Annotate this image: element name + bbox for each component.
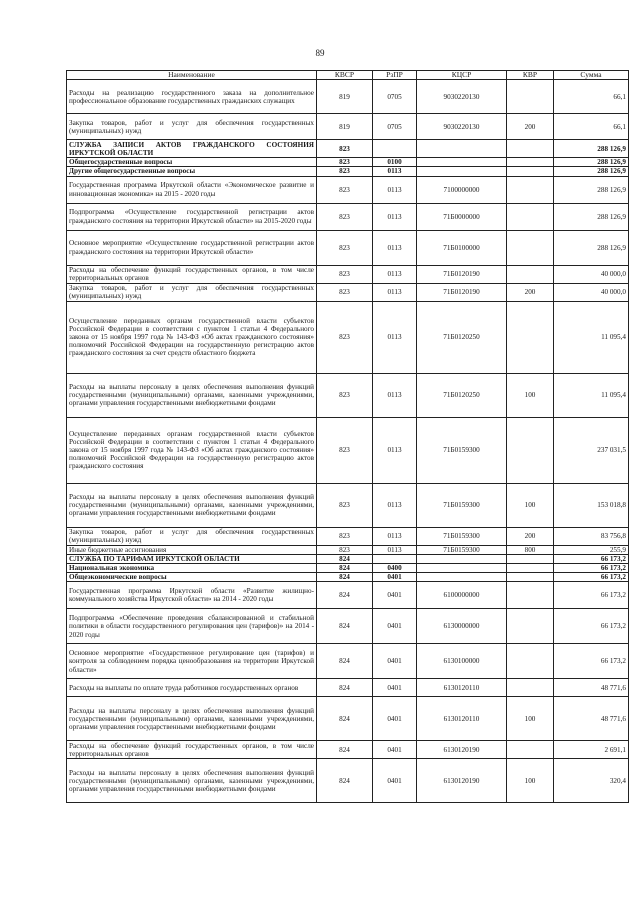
cell-rzpr: 0401: [373, 679, 417, 697]
cell-sum: 66 173,2: [554, 564, 629, 573]
cell-rzpr: 0705: [373, 80, 417, 114]
cell-kvsr: 823: [317, 483, 373, 527]
table-row: [67, 644, 629, 679]
cell-kvr: [507, 140, 554, 158]
cell-rzpr: 0401: [373, 759, 417, 803]
cell-kvsr: 823: [317, 301, 373, 373]
cell-sum: 83 756,8: [554, 527, 629, 545]
cell-kvr: [507, 582, 554, 609]
cell-sum: 40 000,0: [554, 265, 629, 283]
cell-sum: 153 018,8: [554, 483, 629, 527]
table-row: [67, 203, 629, 230]
cell-sum: 255,9: [554, 545, 629, 554]
cell-name: Расходы на обеспечение функций государственных органов, в том числе территориальных органов: [67, 741, 317, 759]
header-name: Наименование: [67, 71, 317, 80]
cell-sum: 288 126,9: [554, 140, 629, 158]
cell-sum: 288 126,9: [554, 203, 629, 230]
cell-kvr: 100: [507, 759, 554, 803]
cell-kvr: [507, 609, 554, 644]
table-header-row: [67, 71, 629, 80]
cell-kvsr: 823: [317, 203, 373, 230]
cell-kcsr: 71Б0159300: [417, 527, 507, 545]
cell-rzpr: 0113: [373, 417, 417, 483]
cell-rzpr: 0113: [373, 283, 417, 301]
cell-sum: 66,1: [554, 80, 629, 114]
cell-kcsr: 9030220130: [417, 114, 507, 140]
cell-kvsr: 823: [317, 230, 373, 265]
cell-kvsr: 823: [317, 167, 373, 176]
cell-kvr: [507, 230, 554, 265]
cell-kcsr: 71Б0100000: [417, 230, 507, 265]
cell-kcsr: [417, 167, 507, 176]
cell-name: Расходы на выплаты персоналу в целях обеспечения выполнения функций государственными (муниципальными) органами, казенными учреждениями, органами управления государственными внебюджетными фондами: [67, 759, 317, 803]
cell-rzpr: 0401: [373, 582, 417, 609]
cell-name: Общеэкономические вопросы: [67, 573, 317, 582]
header-kcsr: КЦСР: [417, 71, 507, 80]
table-row: [67, 230, 629, 265]
table-row: [67, 609, 629, 644]
cell-kvr: 200: [507, 527, 554, 545]
cell-name: Иные бюджетные ассигнования: [67, 545, 317, 554]
cell-kvsr: 819: [317, 80, 373, 114]
cell-sum: 11 095,4: [554, 301, 629, 373]
cell-name: Закупка товаров, работ и услуг для обеспечения государственных (муниципальных) нужд: [67, 114, 317, 140]
cell-name: Подпрограмма «Обеспечение проведения сбалансированной и стабильной политики в области государственного регулирования цен (тарифов)» на 2014 - 2020 годы: [67, 609, 317, 644]
cell-kvr: [507, 554, 554, 563]
cell-kvsr: 819: [317, 114, 373, 140]
cell-sum: 66 173,2: [554, 609, 629, 644]
header-kvsr: КВСР: [317, 71, 373, 80]
table-row: [67, 697, 629, 741]
cell-kvsr: 823: [317, 373, 373, 417]
cell-kvsr: 824: [317, 554, 373, 563]
cell-kvsr: 823: [317, 283, 373, 301]
table-row: [67, 527, 629, 545]
table-row: [67, 373, 629, 417]
cell-kvr: 100: [507, 373, 554, 417]
cell-rzpr: [373, 554, 417, 563]
cell-kvsr: 823: [317, 140, 373, 158]
cell-kvsr: 824: [317, 741, 373, 759]
cell-sum: 288 126,9: [554, 230, 629, 265]
cell-sum: 48 771,6: [554, 697, 629, 741]
cell-sum: 288 126,9: [554, 176, 629, 203]
cell-rzpr: 0100: [373, 158, 417, 167]
cell-sum: 288 126,9: [554, 167, 629, 176]
cell-kvr: [507, 265, 554, 283]
cell-name: Расходы на выплаты персоналу в целях обеспечения выполнения функций государственными (муниципальными) органами, казенными учреждениями, органами управления государственными внебюджетными фондами: [67, 373, 317, 417]
cell-kcsr: 71Б0000000: [417, 203, 507, 230]
cell-kcsr: 71Б0159300: [417, 417, 507, 483]
cell-kvr: [507, 80, 554, 114]
cell-kvr: [507, 417, 554, 483]
cell-rzpr: 0113: [373, 230, 417, 265]
cell-name: Подпрограмма «Осуществление государственной регистрации актов гражданского состояния на территории Иркутской области» на 2015-2020 годы: [67, 203, 317, 230]
cell-kvr: [507, 301, 554, 373]
cell-kvsr: 824: [317, 609, 373, 644]
cell-rzpr: 0113: [373, 545, 417, 554]
table-row: [67, 582, 629, 609]
cell-kcsr: 6130100000: [417, 644, 507, 679]
cell-kcsr: [417, 158, 507, 167]
cell-rzpr: 0705: [373, 114, 417, 140]
table-row: [67, 140, 629, 158]
cell-sum: 66 173,2: [554, 644, 629, 679]
cell-name: СЛУЖБА ЗАПИСИ АКТОВ ГРАЖДАНСКОГО СОСТОЯНИЯ ИРКУТСКОЙ ОБЛАСТИ: [67, 140, 317, 158]
cell-kvsr: 823: [317, 158, 373, 167]
cell-kcsr: 6130120110: [417, 697, 507, 741]
cell-sum: 66 173,2: [554, 573, 629, 582]
cell-kvr: 800: [507, 545, 554, 554]
cell-kvr: [507, 167, 554, 176]
cell-kcsr: 71Б0159300: [417, 545, 507, 554]
budget-table: [66, 70, 629, 803]
cell-rzpr: 0113: [373, 527, 417, 545]
cell-sum: 66 173,2: [554, 582, 629, 609]
cell-sum: 48 771,6: [554, 679, 629, 697]
cell-kcsr: 71Б0120190: [417, 265, 507, 283]
table-row: [67, 417, 629, 483]
cell-kvr: 200: [507, 283, 554, 301]
cell-name: Общегосударственные вопросы: [67, 158, 317, 167]
cell-rzpr: 0401: [373, 644, 417, 679]
header-rzpr: РзПР: [373, 71, 417, 80]
cell-kvr: 200: [507, 114, 554, 140]
cell-kcsr: 9030220130: [417, 80, 507, 114]
cell-kcsr: 6100000000: [417, 582, 507, 609]
table-row: [67, 679, 629, 697]
table-row: [67, 759, 629, 803]
cell-sum: 40 000,0: [554, 283, 629, 301]
table-row: [67, 176, 629, 203]
cell-rzpr: 0401: [373, 573, 417, 582]
cell-rzpr: 0401: [373, 609, 417, 644]
cell-sum: 2 691,1: [554, 741, 629, 759]
table-row: [67, 114, 629, 140]
cell-kcsr: 7100000000: [417, 176, 507, 203]
table-row: [67, 483, 629, 527]
cell-rzpr: 0113: [373, 203, 417, 230]
cell-kvr: [507, 176, 554, 203]
cell-name: Осуществление переданных органам государственной власти субъектов Российской Федерации в соответствии с пунктом 1 статьи 4 Федерального закона от 15 ноября 1997 года № 143-ФЗ «Об актах гражданского состояния» полномочий Российской Федерации на государственную регистрацию актов гражданского состояния за счет средств областного бюджета: [67, 301, 317, 373]
page-number: 89: [315, 48, 325, 58]
cell-kvsr: 824: [317, 582, 373, 609]
cell-kcsr: [417, 554, 507, 563]
cell-kvsr: 824: [317, 759, 373, 803]
cell-kcsr: 71Б0159300: [417, 483, 507, 527]
cell-sum: 237 031,5: [554, 417, 629, 483]
cell-name: Расходы на выплаты по оплате труда работников государственных органов: [67, 679, 317, 697]
cell-rzpr: 0400: [373, 564, 417, 573]
cell-name: Государственная программа Иркутской области «Экономическое развитие и инновационная экономика» на 2015 - 2020 годы: [67, 176, 317, 203]
table-row: [67, 554, 629, 563]
cell-name: Осуществление переданных органам государственной власти субъектов Российской Федерации в соответствии с пунктом 1 статьи 4 Федерального закона от 15 ноября 1997 года № 143-ФЗ «Об актах гражданского состояния» полномочий Российской Федерации на государственную регистрацию актов гражданского состояния: [67, 417, 317, 483]
header-kvr: КВР: [507, 71, 554, 80]
cell-rzpr: 0113: [373, 176, 417, 203]
cell-kcsr: 71Б0120190: [417, 283, 507, 301]
cell-rzpr: 0113: [373, 265, 417, 283]
cell-sum: 66,1: [554, 114, 629, 140]
cell-kcsr: [417, 573, 507, 582]
cell-name: Закупка товаров, работ и услуг для обеспечения государственных (муниципальных) нужд: [67, 527, 317, 545]
cell-name: Другие общегосударственные вопросы: [67, 167, 317, 176]
cell-kvr: 100: [507, 697, 554, 741]
cell-rzpr: 0113: [373, 483, 417, 527]
cell-kcsr: 71Б0120250: [417, 373, 507, 417]
cell-rzpr: 0401: [373, 741, 417, 759]
table-row: [67, 167, 629, 176]
cell-rzpr: 0113: [373, 301, 417, 373]
cell-rzpr: 0113: [373, 167, 417, 176]
cell-kvr: 100: [507, 483, 554, 527]
cell-name: Основное мероприятие «Государственное регулирование цен (тарифов) и контроля за соблюдением порядка ценообразования на территории Иркутской области»: [67, 644, 317, 679]
cell-name: Расходы на выплаты персоналу в целях обеспечения выполнения функций государственными (муниципальными) органами, казенными учреждениями, органами управления государственными внебюджетными фондами: [67, 697, 317, 741]
cell-kcsr: [417, 564, 507, 573]
cell-kvr: [507, 573, 554, 582]
table-row: [67, 741, 629, 759]
cell-kvsr: 823: [317, 545, 373, 554]
cell-kcsr: 6130000000: [417, 609, 507, 644]
cell-kvr: [507, 741, 554, 759]
cell-sum: 320,4: [554, 759, 629, 803]
cell-name: СЛУЖБА ПО ТАРИФАМ ИРКУТСКОЙ ОБЛАСТИ: [67, 554, 317, 563]
cell-kvsr: 824: [317, 573, 373, 582]
cell-name: Закупка товаров, работ и услуг для обеспечения государственных (муниципальных) нужд: [67, 283, 317, 301]
cell-kvsr: 823: [317, 176, 373, 203]
cell-rzpr: [373, 140, 417, 158]
table-row: [67, 545, 629, 554]
cell-sum: 11 095,4: [554, 373, 629, 417]
cell-kvsr: 823: [317, 527, 373, 545]
table-row: [67, 564, 629, 573]
cell-rzpr: 0401: [373, 697, 417, 741]
cell-name: Расходы на выплаты персоналу в целях обеспечения выполнения функций государственными (муниципальными) органами, казенными учреждениями, органами управления государственными внебюджетными фондами: [67, 483, 317, 527]
cell-kcsr: 6130120190: [417, 741, 507, 759]
cell-kcsr: 71Б0120250: [417, 301, 507, 373]
cell-name: Основное мероприятие «Осуществление государственной регистрации актов гражданского состояния на территории Иркутской области»: [67, 230, 317, 265]
table-row: [67, 158, 629, 167]
cell-name: Расходы на обеспечение функций государственных органов, в том числе территориальных органов: [67, 265, 317, 283]
table-row: [67, 80, 629, 114]
cell-kvsr: 824: [317, 697, 373, 741]
cell-kvsr: 824: [317, 564, 373, 573]
cell-kvsr: 823: [317, 417, 373, 483]
cell-kvr: [507, 203, 554, 230]
cell-name: Государственная программа Иркутской области «Развитие жилищно-коммунального хозяйства Иркутской области» на 2014 - 2020 годы: [67, 582, 317, 609]
cell-name: Расходы на реализацию государственного заказа на дополнительное профессиональное образование государственных гражданских служащих: [67, 80, 317, 114]
header-sum: Сумма: [554, 71, 629, 80]
cell-kcsr: 6130120110: [417, 679, 507, 697]
cell-kcsr: [417, 140, 507, 158]
cell-kvr: [507, 158, 554, 167]
table-row: [67, 265, 629, 283]
cell-sum: 288 126,9: [554, 158, 629, 167]
cell-kvr: [507, 679, 554, 697]
table-row: [67, 283, 629, 301]
cell-kcsr: 6130120190: [417, 759, 507, 803]
cell-kvr: [507, 564, 554, 573]
cell-rzpr: 0113: [373, 373, 417, 417]
table-body: [67, 80, 629, 803]
cell-kvsr: 824: [317, 679, 373, 697]
cell-kvsr: 823: [317, 265, 373, 283]
cell-sum: 66 173,2: [554, 554, 629, 563]
table-row: [67, 573, 629, 582]
cell-kvsr: 824: [317, 644, 373, 679]
cell-name: Национальная экономика: [67, 564, 317, 573]
table-row: [67, 301, 629, 373]
cell-kvr: [507, 644, 554, 679]
